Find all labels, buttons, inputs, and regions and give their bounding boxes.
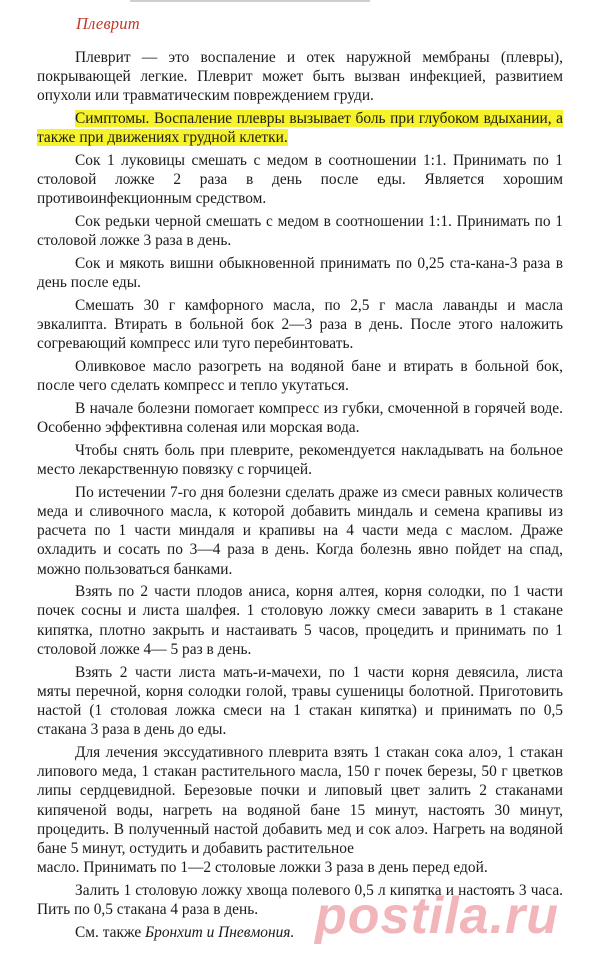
postila-watermark <box>315 887 595 950</box>
remedy-paragraph-continued: масло. Принимать по 1—2 столовые ложки 3 раза в день перед едой. <box>37 859 488 877</box>
see-also-prefix: См. также <box>75 923 142 941</box>
watermark-suffix: .ru <box>489 887 560 945</box>
remedy-paragraph: Сок 1 луковицы смешать с медом в соотношении 1:1. Принимать по 1 столовой ложке 2 раза в день после еды. Является хорошим противоинфекционным средством. <box>37 152 563 208</box>
remedy-paragraph: Сок и мякоть вишни обыкновенной принимать по 0,25 ста-кана-3 раза в день после еды. <box>37 255 563 292</box>
symptoms-highlight: Симптомы. Воспаление плевры вызывает боль при глубоком вдыхании, а также при движениях грудной клетки. <box>37 110 563 147</box>
see-also-topics: Бронхит и Пневмония. <box>145 923 295 941</box>
remedy-paragraph: Залить 1 столовую ложку хвоща полевого 0,5 л кипятка и настоять 3 часа. Пить по 0,5 стакана 4 раза в день. <box>37 881 563 919</box>
remedy-paragraph: По истечении 7-го дня болезни сделать драже из смеси равных количеств меда и сливочного масла, к которой добавить миндаль и семена крапивы из расчета по 1 части миндаля и крапивы на 4 части меда с маслом. Драже охладить и сосать по 3—4 раза в день. Когда болезнь явно пойдет на спад, можно пользоваться банками. <box>37 483 563 578</box>
watermark-main: postila <box>315 887 490 945</box>
symptoms-paragraph <box>37 109 563 147</box>
remedy-paragraph: Сок редьки черной смешать с медом в соотношении 1:1. Принимать по 1 столовой ложке 3 раза в день. <box>37 213 563 250</box>
document-body <box>37 48 563 945</box>
remedy-paragraph: Для лечения экссудативного плеврита взять 1 стакан сока алоэ, 1 стакан липового меда, 1 стакан растительного масла, 150 г почек березы, 50 г цветков липы сердцевидной. Березовые почки и липовый цвет залить 2 стаканами кипяченой воды, нагреть на водяной бане 15 минут, настоять 30 минут, процедить. В полученный настой добавить мед и сок алоэ. Нагреть на водяной бане 5 минут, остудить и добавить растительное <box>37 743 563 857</box>
remedy-paragraph: Оливковое масло разогреть на водяной бане и втирать в больной бок, после чего сделать компресс и тепло укутаться. <box>37 358 563 395</box>
page-title: Плеврит <box>76 14 140 33</box>
remedy-paragraph: Взять по 2 части плодов аниса, корня алтея, корня солодки, по 1 части почек сосны и листа шалфея. 1 столовую ложку смеси заварить в 1 стакане кипятка, плотно закрыть и настаивать 5 часов, процедить и принимать по 1 столовой ложке 4— 5 раз в день. <box>37 583 563 658</box>
top-rule <box>130 0 370 2</box>
remedy-paragraph: Чтобы снять боль при плеврите, рекомендуется накладывать на больное место лекарственную повязку с горчицей. <box>37 441 563 479</box>
remedy-paragraph: Смешать 30 г камфорного масла, по 2,5 г масла лаванды и масла эвкалипта. Втирать в больной бок 2—3 раза в день. После этого наложить согревающий компресс или туго перебинтовать. <box>37 296 563 353</box>
remedy-paragraph: В начале болезни помогает компресс из губки, смоченной в горячей воде. Особенно эффективна соленая или морская вода. <box>37 399 563 437</box>
watermark-text <box>315 886 559 946</box>
remedy-paragraph: Взять 2 части листа мать-и-мачехи, по 1 части корня девясила, листа мяты перечной, корня солодки голой, травы сушеницы болотной. Приготовить настой (1 столовая ложка смеси на 1 стакан кипятка) и принимать по 0,5 стакана 3 раза в день до еды. <box>37 663 563 739</box>
intro-paragraph: Плеврит — это воспаление и отек наружной мембраны (плевры), покрывающей легкие. Плеврит может быть вызван инфекцией, развитием опухоли или травматическим повреждением груди. <box>37 49 563 105</box>
